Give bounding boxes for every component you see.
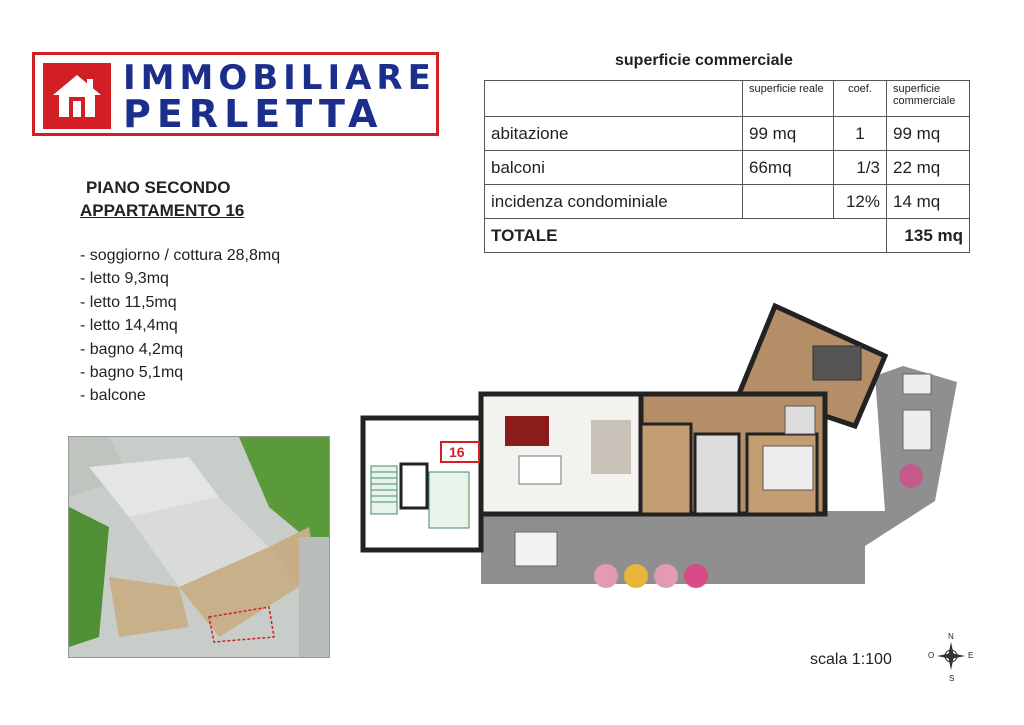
row-real: 99 mq xyxy=(743,117,834,151)
total-value: 135 mq xyxy=(887,219,970,253)
logo-line-2: PERLETTA xyxy=(123,92,384,136)
table-row xyxy=(485,151,970,185)
logo-line-1: IMMOBILIARE xyxy=(123,58,436,98)
room-item: - letto 9,3mq xyxy=(80,270,169,288)
row-coef: 12% xyxy=(834,185,887,219)
room-item: - bagno 5,1mq xyxy=(80,364,184,382)
room-item: - soggiorno / cottura 28,8mq xyxy=(80,247,281,264)
floor-label: PIANO SECONDO xyxy=(86,178,231,197)
row-label: abitazione xyxy=(485,117,743,151)
room-item: - balcone xyxy=(80,387,146,405)
surface-table-title: superficie commerciale xyxy=(615,52,793,69)
room-item: - letto 11,5mq xyxy=(80,293,177,311)
surface-table xyxy=(484,80,970,253)
row-commercial: 99 mq xyxy=(887,117,970,151)
row-real xyxy=(743,185,834,219)
header-coef: coef. xyxy=(834,81,887,117)
compass-n: N xyxy=(948,632,954,641)
header-real: superficie reale xyxy=(743,81,834,117)
row-real: 66mq xyxy=(743,151,834,185)
floor-plan xyxy=(355,296,965,596)
row-label: incidenza condominiale xyxy=(485,185,743,219)
apartment-label: APPARTAMENTO 16 xyxy=(80,201,245,220)
room-item: - bagno 4,2mq xyxy=(80,340,184,358)
table-total-row xyxy=(485,219,970,253)
compass-s: S xyxy=(949,674,955,683)
compass-rose-icon xyxy=(928,632,974,684)
room-list xyxy=(80,244,280,408)
company-logo xyxy=(32,52,439,136)
row-coef: 1 xyxy=(834,117,887,151)
house-icon xyxy=(43,63,111,129)
row-coef: 1/3 xyxy=(834,151,887,185)
table-row xyxy=(485,117,970,151)
unit-tag: 16 xyxy=(449,444,465,460)
compass-o: O xyxy=(928,651,935,660)
room-item: - letto 14,4mq xyxy=(80,317,178,335)
aerial-view-image xyxy=(68,436,330,658)
row-commercial: 14 mq xyxy=(887,185,970,219)
row-commercial: 22 mq xyxy=(887,151,970,185)
table-header-row xyxy=(485,81,970,117)
scale-label: scala 1:100 xyxy=(810,651,892,668)
row-label: balconi xyxy=(485,151,743,185)
compass-e: E xyxy=(968,651,974,660)
total-label: TOTALE xyxy=(485,219,887,253)
table-row xyxy=(485,185,970,219)
header-commercial: superficie commerciale xyxy=(887,81,970,117)
